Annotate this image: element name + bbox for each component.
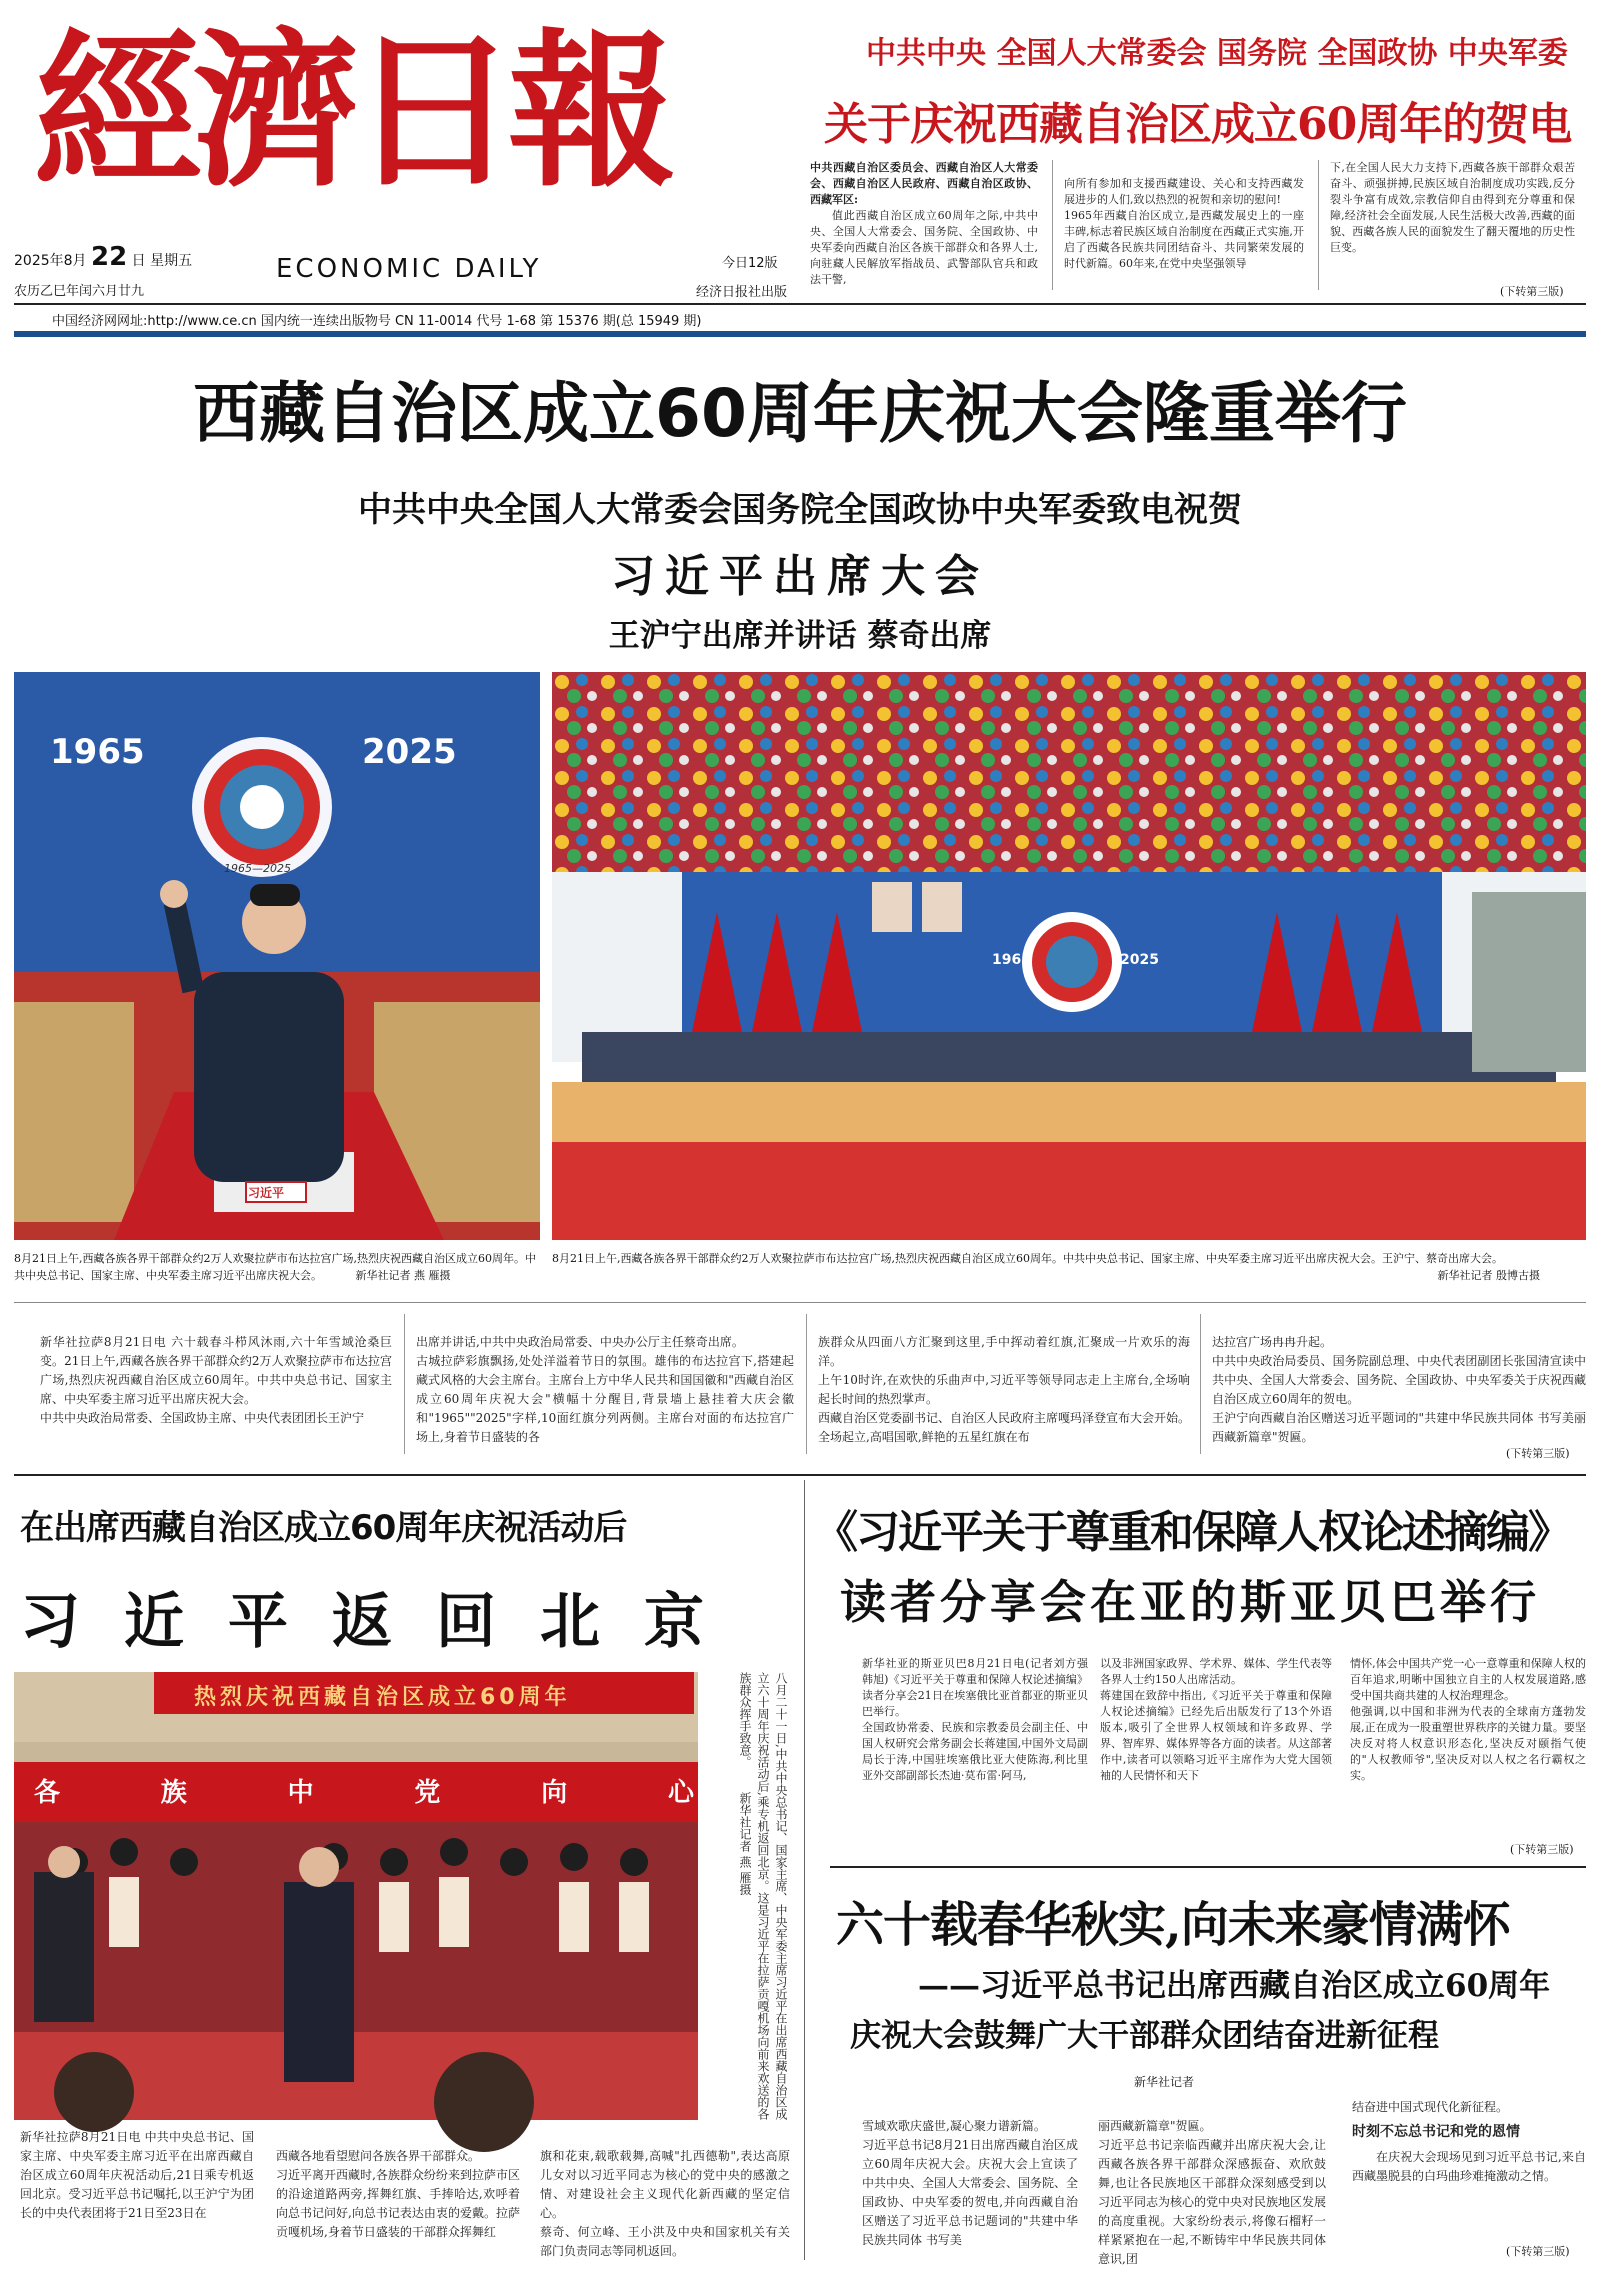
telegram-divider-1 (1052, 160, 1053, 290)
main-story-col-2-text: 出席并讲话,中共中央政治局常委、中央办公厅主任蔡奇出席。 古城拉萨彩旗飘扬,处处洋溢着节日的氛围。雄伟的布达拉宫下,搭建起藏式风格的大会主席台。主席台上方中华人民共和国国徽和"西藏自治区成立60周年庆祝大会"横幅十分醒目,背景墙上悬挂着大庆会徽和"1965""2025"字样,10面红旗分列两侧。主席台对面的布达拉宫广场上,身着节日盛装的各 (416, 1335, 794, 1444)
return-vertical-credit: 新华社记者 燕 雁摄 (738, 1791, 752, 1896)
sign-char-5: 向 (541, 1778, 568, 1808)
photo-xi-waving (14, 672, 540, 1240)
main-story-col-3 (818, 1314, 1190, 1464)
caption-left-credit: 新华社记者 燕 雁摄 (355, 1269, 451, 1282)
return-vertical-caption-text: 八月二十一日,中共中央总书记、国家主席、中央军委主席习近平在出席西藏自治区成立六十周年庆祝活动后,乘专机返回北京。这是习近平在拉萨贡嘎机场向前来欢送的各族群众挥手致意。 (738, 1672, 788, 2120)
photo-celebration-stage (552, 672, 1586, 1240)
telegram-senders: 中共中央 全国人大常委会 国务院 全国政协 中央军委 (866, 36, 1568, 71)
main-story-col-1 (40, 1314, 392, 1464)
publisher: 经济日报社出版 (696, 285, 788, 300)
photo1-nameplate: 习近平 (248, 1186, 285, 1200)
sign-char-4: 党 (414, 1778, 441, 1808)
telegram-col-2 (1064, 160, 1304, 300)
photo2-year-right: 2025 (1120, 952, 1159, 968)
telegram-col-1 (810, 160, 1038, 300)
photo-airport-farewell (14, 1672, 698, 2120)
airport-sign-row (34, 1772, 694, 1809)
telegram-continued: (下转第三版) (1500, 285, 1564, 298)
telegram-divider-2 (1318, 160, 1319, 290)
main-story-divider-3 (1200, 1314, 1201, 1454)
masthead-rule (14, 303, 1586, 305)
sign-char-3: 中 (287, 1778, 314, 1808)
caption-left (14, 1250, 540, 1284)
lower-section-rule (14, 1474, 1586, 1476)
main-story-col-3-text: 族群众从四面八方汇聚到这里,手中挥动着红旗,汇聚成一片欢乐的海洋。 上午10时许,在欢快的乐曲声中,习近平等领导同志走上主席台,全场响起长时间的热烈掌声。 西藏自治区党委副书记、自治区人民政府主席嘎玛泽登宣布大会开始。全场起立,高唱国歌,鲜艳的五星红旗在布 (818, 1335, 1191, 1444)
photo1-year-right: 2025 (362, 732, 457, 772)
photo-airport-farewell-image (14, 1672, 698, 2120)
feature-col-2 (1098, 2098, 1327, 2266)
feature-col-1-text: 雪域欢歌庆盛世,凝心聚力谱新篇。 习近平总书记8月21日出席西藏自治区成立60周年庆祝大会。庆祝大会上宣读了中共中央、全国人大常委会、国务院、全国政协、中央军委的贺电,并向西藏自治区赠送了习近平总书记题词的"共建中华民族共同体 书写美 (862, 2119, 1079, 2247)
telegram-section (810, 0, 1590, 300)
caption-right (552, 1250, 1586, 1284)
symposium-col-3 (1350, 1640, 1586, 1860)
photo1-emblem-years: 1965—2025 (224, 862, 291, 875)
main-story-divider-2 (806, 1314, 807, 1454)
telegram-col-3 (1330, 160, 1575, 300)
date-weekday: 日 星期五 (131, 253, 193, 269)
return-vertical-caption (706, 1672, 790, 2120)
main-story-col-4-text: 达拉宫广场冉冉升起。 中共中央政治局委员、国务院副总理、中央代表团副团长张国清宣读中共中央、全国人大常委会、国务院、全国政协、中央军委关于庆祝西藏自治区成立60周年的贺电。 王沪宁向西藏自治区赠送习近平题词的"共建中华民族共同体 书写美丽西藏新篇章"贺匾。 (1212, 1335, 1586, 1444)
telegram-col-2-text: 向所有参加和支援西藏建设、关心和支持西藏发展进步的人们,致以热烈的祝贺和亲切的慰问! 1965年西藏自治区成立,是西藏发展史上的一座丰碑,标志着民族区域自治制度在西藏正式实施,开启了西藏各民族共同团结奋斗、共同繁荣发展的时代新篇。60年来,在党中央坚强领导 (1064, 177, 1304, 270)
date-day: 22 (91, 242, 128, 272)
sign-char-1: 各 (34, 1778, 61, 1808)
telegram-col-3-text: 下,在全国人民大力支持下,西藏各族干部群众艰苦奋斗、顽强拼搏,民族区域自治制度成功实践,反分裂斗争富有成效,宗教信仰自由得到充分尊重和保障,经济社会全面发展,人民生活极大改善,西藏的面貌、西藏各族人民的面貌发生了翻天覆地的历史性巨变。 (1330, 161, 1575, 254)
symposium-col-3-text: 情怀,体会中国共产党一心一意尊重和保障人权的百年追求,明晰中国独立自主的人权发展道路,感受中国共商共建的人权治理理念。 他强调,以中国和非洲为代表的全球南方蓬勃发展,正在成为一股重塑世界秩序的关键力量。要坚决反对将人权意识形态化,坚决反对颐指气使的"人权教师爷",坚决反对以人权之名行霸权之实。 (1350, 1657, 1586, 1782)
main-subhead-1: 中共中央全国人大常委会国务院全国政协中央军委致电祝贺 (358, 490, 1242, 530)
symposium-continued: (下转第三版) (1510, 1843, 1574, 1856)
symposium-col-2-text: 以及非洲国家政界、学术界、媒体、学生代表等各界人士约150人出席活动。 蒋建国在致辞中指出,《习近平关于尊重和保障人权论述摘编》已经先后出版发行了13个外语版本,吸引了全世界人权领域和许多政界、学界、智库界、媒体界等各方面的读者。从这部著作中,读者可以领略习近平主席作为大党大国领袖的人民情怀和天下 (1100, 1657, 1332, 1782)
return-story-title: 习近平返回北京 (20, 1587, 748, 1657)
captions-rule (14, 1302, 1586, 1303)
feature-col-3-text: 在庆祝大会现场见到习近平总书记,来自西藏墨脱县的白玛曲珍难掩激动之情。 (1352, 2150, 1586, 2183)
return-story-col-1 (20, 2128, 254, 2256)
feature-continued: (下转第三版) (1506, 2245, 1570, 2258)
symposium-col-1-text: 新华社亚的斯亚贝巴8月21日电(记者刘方强 韩旭)《习近平关于尊重和保障人权论述摘编》读者分享会21日在埃塞俄比亚首都亚的斯亚贝巴举行。 全国政协常委、民族和宗教委员会副主任、中国人权研究会常务副会长蒋建国,中国外文局副局长于涛,中国驻埃塞俄比亚大使陈海,利比里亚外交部副部长杰迪·莫布雷·阿马, (862, 1657, 1088, 1782)
main-subhead-3: 王沪宁出席并讲话 蔡奇出席 (608, 618, 992, 654)
return-story-col-3-text: 旗和花束,载歌载舞,高喊"扎西德勒",表达高原儿女对以习近平同志为核心的党中央的感激之情、对建设社会主义现代化新西藏的坚定信心。 蔡奇、何立峰、王小洪及中央和国家机关有关部门负责同志等同机返回。 (540, 2149, 790, 2258)
return-story-col-3 (540, 2128, 790, 2256)
masthead-info: 中国经济网网址:http://www.ce.cn 国内统一连续出版物号 CN 11-0014 代号 1-68 第 15376 期(总 15949 期) (52, 314, 702, 329)
caption-right-text: 8月21日上午,西藏各族各界干部群众约2万人欢聚拉萨市布达拉宫广场,热烈庆祝西藏自治区成立60周年。中共中央总书记、国家主席、中央军委主席习近平出席庆祝大会。王沪宁、蔡奇出席大会。 (552, 1252, 1503, 1265)
feature-subtitle-2: 庆祝大会鼓舞广大干部群众团结奋进新征程 (850, 2018, 1439, 2054)
telegram-addressee: 中共西藏自治区委员会、西藏自治区人大常委会、西藏自治区人民政府、西藏自治区政协、西藏军区: (810, 161, 1038, 206)
main-story-continued: (下转第三版) (1506, 1447, 1570, 1460)
lunar-date: 农历乙巳年闰六月廿九 (14, 284, 145, 299)
feature-byline: 新华社记者 (1134, 2075, 1195, 2089)
return-story-col-2 (276, 2128, 520, 2256)
photo-celebration-stage-image (552, 672, 1586, 1240)
symposium-col-1 (862, 1640, 1088, 1860)
main-headline: 西藏自治区成立60周年庆祝大会隆重举行 (193, 375, 1407, 452)
date-prefix: 2025年8月 (14, 253, 87, 269)
masthead-english: ECONOMIC DAILY (276, 254, 542, 284)
sign-char-6: 心 (667, 1778, 694, 1808)
symposium-col-2 (1100, 1640, 1332, 1860)
telegram-title: 关于庆祝西藏自治区成立60周年的贺电 (824, 99, 1572, 150)
return-story-col-1-text: 新华社拉萨8月21日电 中共中央总书记、国家主席、中央军委主席习近平在出席西藏自治区成立60周年庆祝活动后,21日乘专机返回北京。受习近平总书记嘱托,以王沪宁为团长的中央代表团将于21日至23日在 (20, 2130, 254, 2220)
photo2-year-left: 1965 (992, 952, 1031, 968)
feature-col-1 (862, 2098, 1078, 2258)
return-story-col-2-text: 西藏各地看望慰问各族各界干部群众。 习近平离开西藏时,各族群众纷纷来到拉萨市区的沿途道路两旁,挥舞红旗、手捧哈达,欢呼着向总书记问好,向总书记表达由衷的爱戴。拉萨贡嘎机场,身着节日盛装的干部群众挥舞红 (276, 2149, 520, 2239)
caption-right-credit: 新华社记者 殷博古摄 (1437, 1269, 1540, 1282)
masthead-title: 經濟日報 (34, 12, 666, 210)
main-subhead-2: 习近平出席大会 (611, 551, 989, 602)
sign-char-2: 族 (160, 1778, 187, 1808)
photo1-year-left: 1965 (50, 732, 145, 772)
caption-left-text: 8月21日上午,西藏各族各界干部群众约2万人欢聚拉萨市布达拉宫广场,热烈庆祝西藏自治区成立60周年。中共中央总书记、国家主席、中央军委主席习近平出席庆祝大会。 (14, 1252, 536, 1282)
telegram-col-1-text: 值此西藏自治区成立60周年之际,中共中央、全国人大常委会、国务院、全国政协、中央军委向西藏自治区各族干部群众和各界人士,向驻藏人民解放军指战员、武警部队官兵和政法干警, (810, 209, 1038, 286)
feature-subtitle-1: ——习近平总书记出席西藏自治区成立60周年 (918, 1968, 1551, 2004)
main-story-col-4 (1212, 1314, 1586, 1464)
main-story-col-2 (416, 1314, 794, 1464)
feature-col-3-heading: 时刻不忘总书记和党的恩情 (1352, 2124, 1520, 2140)
feature-title: 六十载春华秋实,向未来豪情满怀 (836, 1897, 1510, 1953)
masthead-rule-bottom (14, 331, 1586, 337)
feature-col-3-lead: 结奋进中国式现代化新征程。 (1352, 2100, 1509, 2114)
symposium-title-1: 《习近平关于尊重和保障人权论述摘编》 (814, 1507, 1570, 1558)
main-story-col-1-text: 新华社拉萨8月21日电 六十载春斗栉风沐雨,六十年雪域沧桑巨变。21日上午,西藏各族各界干部群众约2万人欢聚拉萨市布达拉宫广场,热烈庆祝西藏自治区成立60周年。中共中央总书记、国家主席、中央军委主席习近平出席庆祝大会。 中共中央政治局常委、全国政协主席、中央代表团团长王沪宁 (40, 1335, 392, 1425)
feature-col-2-text: 丽西藏新篇章"贺匾。 习近平总书记亲临西藏并出席庆祝大会,让西藏各族各界干部群众深感振奋、欢欣鼓舞,也让各民族地区干部群众深刻感受到以习近平同志为核心的党中央对民族地区发展的高度重视。大家纷纷表示,将像石榴籽一样紧紧抱在一起,不断铸牢中华民族共同体意识,团 (1098, 2119, 1327, 2266)
return-story-kicker: 在出席西藏自治区成立60周年庆祝活动后 (20, 1508, 627, 1548)
symposium-title-2: 读者分享会在亚的斯亚贝巴举行 (840, 1575, 1540, 1629)
page-count: 今日12版 (722, 256, 778, 271)
airport-banner-text: 热烈庆祝西藏自治区成立60周年 (194, 1685, 571, 1710)
main-story-divider-1 (404, 1314, 405, 1454)
feature-col-3 (1352, 2098, 1586, 2258)
lower-vertical-rule (804, 1480, 805, 2260)
masthead (0, 0, 800, 335)
feature-rule (830, 1866, 1586, 1868)
